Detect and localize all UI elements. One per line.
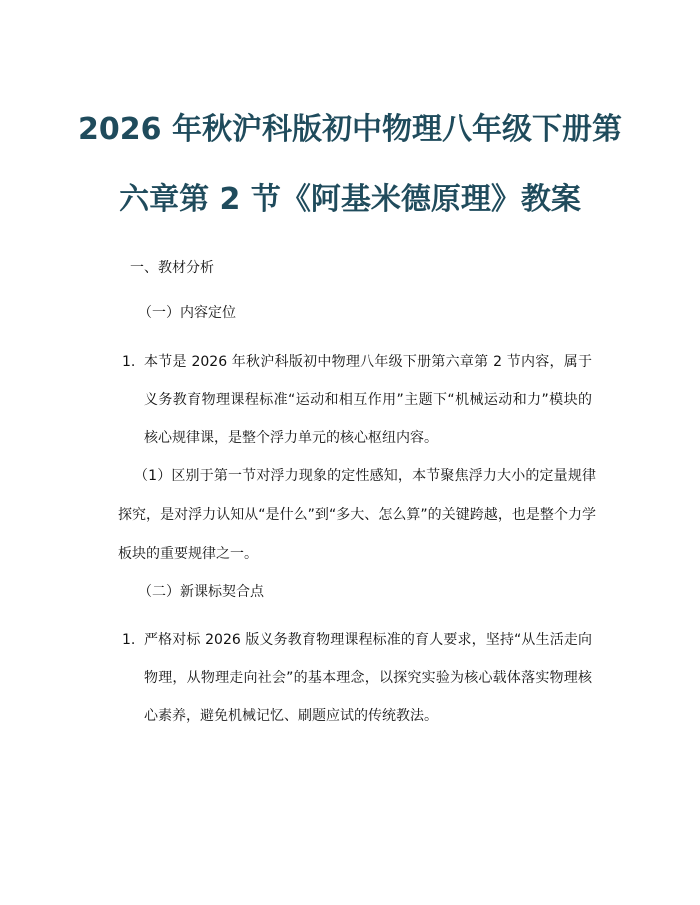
numbered-item [122,621,592,735]
numbered-item [122,343,592,457]
document-title-line-2: 六章第 2 节《阿基米德原理》教案 [119,182,581,217]
section-heading-textbook-analysis: 一、教材分析 [130,260,214,276]
document-title-line-1: 2026 年秋沪科版初中物理八年级下册第 [78,112,622,147]
subsection-heading-content-positioning: （一）内容定位 [138,305,236,321]
subsection-heading-curriculum-alignment: （二）新课标契合点 [138,584,264,600]
body-paragraph: （1）区别于第一节对浮力现象的定性感知，本节聚焦浮力大小的定量规律探究，是对浮力认知从“是什么”到“多大、怎么算”的关键跨越，也是整个力学板块的重要规律之一。 [118,468,596,562]
item-number: 1. [122,354,136,370]
item-number: 1. [122,632,136,648]
item-text: 本节是 2026 年秋沪科版初中物理八年级下册第六章第 2 节内容，属于义务教育物理课程标准“运动和相互作用”主题下“机械运动和力”模块的核心规律课，是整个浮力单元的核心枢纽内容。 [144,354,592,446]
item-text: 严格对标 2026 版义务教育物理课程标准的育人要求，坚持“从生活走向物理，从物理走向社会”的基本理念，以探究实验为核心载体落实物理核心素养，避免机械记忆、刷题应试的传统教法。 [144,632,592,724]
